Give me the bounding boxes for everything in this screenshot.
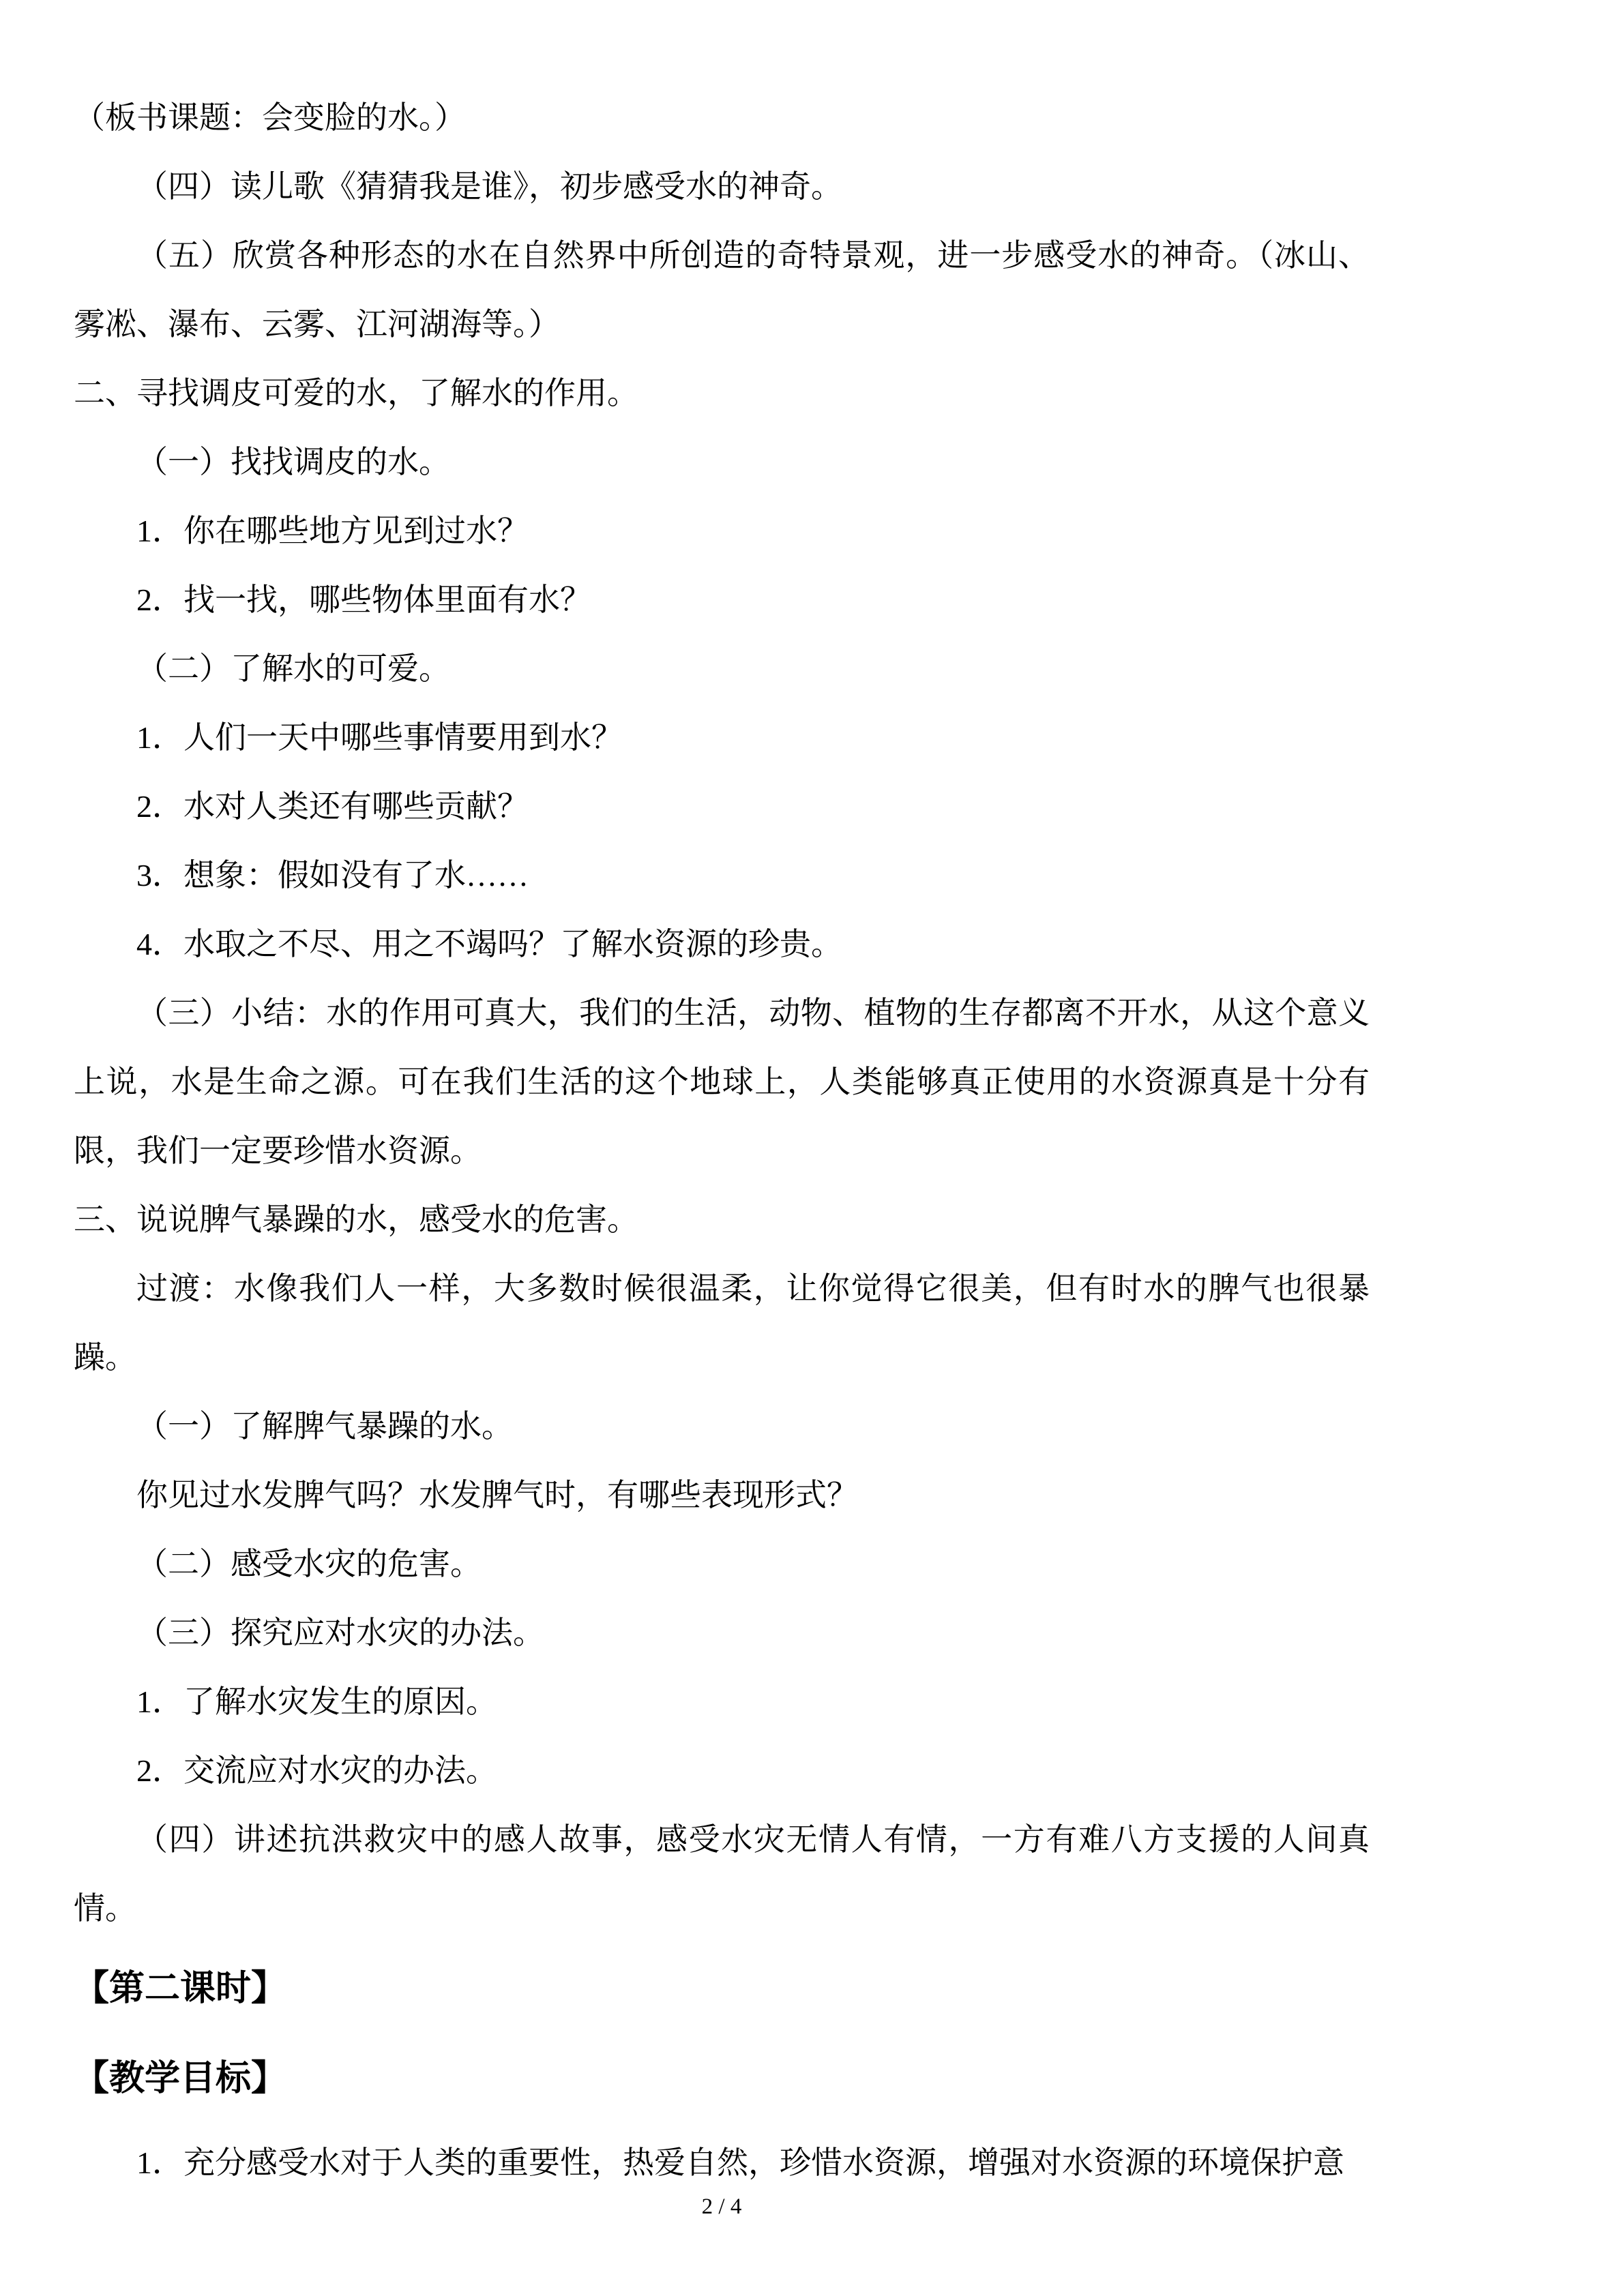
paragraph: 1．充分感受水对于人类的重要性，热爱自然，珍惜水资源，增强对水资源的环境保护意: [136, 2145, 1344, 2180]
paragraph: 4．水取之不尽、用之不竭吗？了解水资源的珍贵。: [136, 927, 842, 961]
page-number: 2 / 4: [701, 2194, 742, 2219]
paragraph: 2．水对人类还有哪些贡献？: [136, 789, 529, 824]
paragraph: 你见过水发脾气吗？水发脾气时，有哪些表现形式？: [136, 1478, 858, 1512]
section-heading: 【第二课时】: [74, 1969, 287, 2008]
paragraph: （五）欣赏各种形态的水在自然界中所创造的奇特景观，进一步感受水的神奇。（冰山、雾凇、瀑布、云雾、江河湖海等。）: [74, 238, 1370, 342]
paragraph: 3．想象：假如没有了水……: [136, 858, 529, 893]
paragraph: 1．你在哪些地方见到过水？: [136, 513, 529, 548]
paragraph: （板书课题：会变脸的水。）: [74, 100, 466, 135]
paragraph: 1．人们一天中哪些事情要用到水？: [136, 720, 623, 755]
paragraph: 过渡：水像我们人一样，大多数时候很温柔，让你觉得它很美，但有时水的脾气也很暴躁。: [74, 1271, 1370, 1375]
document-body: [74, 83, 1370, 2197]
paragraph: （四）讲述抗洪救灾中的感人故事，感受水灾无情人有情，一方有难八方支援的人间真情。: [74, 1822, 1370, 1926]
section-heading: 【教学目标】: [74, 2059, 287, 2098]
paragraph: 1．了解水灾发生的原因。: [136, 1684, 497, 1719]
paragraph: 三、说说脾气暴躁的水，感受水的危害。: [74, 1202, 638, 1237]
paragraph: （二）感受水灾的危害。: [136, 1547, 482, 1581]
paragraph: （三）小结：水的作用可真大，我们的生活，动物、植物的生存都离不开水，从这个意义上说，水是生命之源。可在我们生活的这个地球上，人类能够真正使用的水资源真是十分有限，我们一定要珍惜水资源。: [74, 996, 1370, 1168]
paragraph: （一）找找调皮的水。: [136, 445, 450, 479]
paragraph: （一）了解脾气暴躁的水。: [136, 1409, 513, 1444]
paragraph: 2．找一找，哪些物体里面有水？: [136, 582, 591, 617]
paragraph: （四）读儿歌《猜猜我是谁》，初步感受水的神奇。: [136, 169, 842, 204]
paragraph: （二）了解水的可爱。: [136, 651, 450, 686]
paragraph: 二、寻找调皮可爱的水，了解水的作用。: [74, 376, 638, 411]
paragraph: （三）探究应对水灾的办法。: [136, 1615, 544, 1650]
paragraph: 2．交流应对水灾的办法。: [136, 1753, 497, 1788]
